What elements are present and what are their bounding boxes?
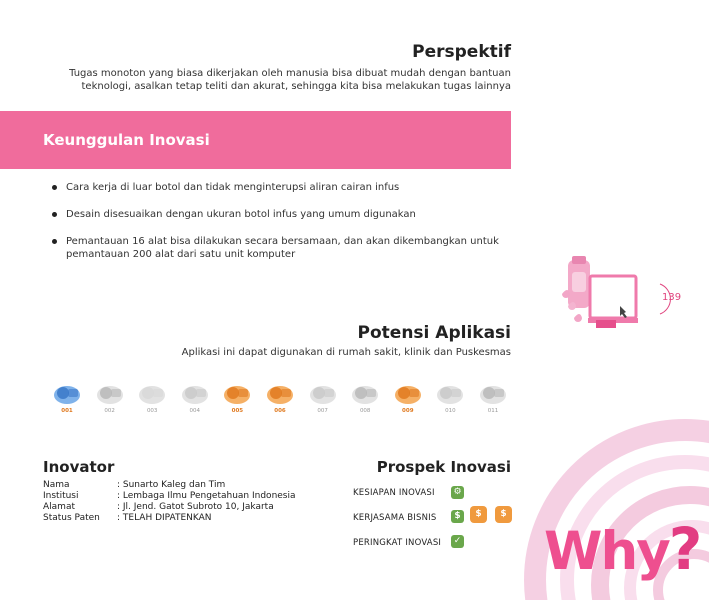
- thumbs-up-icon: ✓: [451, 535, 464, 548]
- bullet-icon: [52, 239, 57, 244]
- perspektif-title: Perspektif: [412, 42, 511, 62]
- potensi-title: Potensi Aplikasi: [357, 323, 511, 343]
- infus-monitor-illustration: [548, 256, 648, 336]
- prospek-title: Prospek Inovasi: [376, 458, 511, 476]
- potensi-text: Aplikasi ini dapat digunakan di rumah sakit, klinik dan Puskesmas: [181, 347, 511, 358]
- cloud-icon: [433, 381, 467, 407]
- application-icon-item: [429, 381, 471, 415]
- application-icon-item: [216, 381, 258, 415]
- application-icon-number: 003: [146, 408, 158, 414]
- handshake-icon: [391, 381, 425, 407]
- prospek-peringkat-label: PERINGKAT INOVASI: [353, 538, 442, 548]
- people-icon: [476, 381, 510, 407]
- page-number: 139: [662, 292, 682, 303]
- inovator-key: Status Paten: [43, 513, 100, 523]
- inovator-value: : Jl. Jend. Gatot Subroto 10, Jakarta: [117, 502, 274, 512]
- application-icon-number: 004: [189, 408, 201, 414]
- application-icon-number: 006: [274, 408, 286, 414]
- money-bag-icon: $: [451, 510, 464, 523]
- application-icon-item: [302, 381, 344, 415]
- list-item-text: Cara kerja di luar botol dan tidak menginterupsi aliran cairan infus: [66, 182, 400, 193]
- application-icon-number: 002: [104, 408, 115, 414]
- inovator-row-alamat: [43, 502, 274, 512]
- plant-icon: [348, 381, 382, 407]
- application-icon-number: 009: [402, 408, 414, 414]
- car-icon: [93, 381, 127, 407]
- application-icon-number: 007: [317, 408, 328, 414]
- application-icon-item: [46, 381, 88, 415]
- application-icon-item: [131, 381, 173, 415]
- inovator-value: : Lembaga Ilmu Pengetahuan Indonesia: [117, 491, 296, 501]
- list-item: [52, 208, 522, 221]
- prospek-kesiapan-label: KESIAPAN INOVASI: [353, 488, 435, 498]
- satellite-dish-icon: [50, 381, 84, 407]
- inovator-value: : Sunarto Kaleg dan Tim: [117, 480, 226, 490]
- application-icon-item: [174, 381, 216, 415]
- perspektif-text: Tugas monoton yang biasa dikerjakan oleh manusia bisa dibuat mudah dengan bantuan teknologi, asalkan tetap teliti dan akurat, sehingga kita bisa melakukan tugas lainnya: [69, 68, 511, 92]
- application-icon-item: [259, 381, 301, 415]
- inovator-key: Institusi: [43, 491, 79, 501]
- inovator-row-status: [43, 513, 212, 523]
- question-mark: ?: [668, 515, 701, 583]
- list-item: [52, 181, 522, 194]
- application-icon-number: 005: [231, 408, 244, 414]
- money-bag-icon: $: [470, 506, 487, 523]
- why-text: Why: [544, 521, 669, 582]
- inovator-row-nama: [43, 480, 225, 490]
- list-item: [52, 235, 522, 261]
- truck-icon: [306, 381, 340, 407]
- application-icon-number: 008: [359, 408, 371, 414]
- bullet-icon: [52, 212, 57, 217]
- inovator-row-institusi: [43, 491, 296, 501]
- application-icon-number: 001: [61, 408, 73, 414]
- inovator-title: Inovator: [43, 458, 115, 476]
- money-bag-icon: $: [495, 506, 512, 523]
- keunggulan-list: [52, 181, 522, 275]
- gear-icon: ⚙: [451, 486, 464, 499]
- inovator-key: Alamat: [43, 502, 75, 512]
- factory-icon: [135, 381, 169, 407]
- application-icon-number: 010: [445, 408, 456, 414]
- prospek-kerjasama-label: KERJASAMA BISNIS: [353, 513, 437, 523]
- inovator-value: : TELAH DIPATENKAN: [117, 513, 212, 523]
- why-logo: [544, 515, 701, 583]
- rocket-icon: [178, 381, 212, 407]
- application-icon-number: 011: [487, 408, 499, 414]
- list-item-text: Pemantauan 16 alat bisa dilakukan secara bersamaan, dan akan dikembangkan untuk pemantauan 200 alat dari satu unit komputer: [66, 236, 499, 260]
- magnifier-icon: [263, 381, 297, 407]
- bullet-icon: [52, 185, 57, 190]
- keunggulan-title: Keunggulan Inovasi: [43, 131, 210, 149]
- inovator-key: Nama: [43, 480, 70, 490]
- application-icon-item: [89, 381, 131, 415]
- application-icon-item: [387, 381, 429, 415]
- list-item-text: Desain disesuaikan dengan ukuran botol infus yang umum digunakan: [66, 209, 416, 220]
- application-icon-item: [344, 381, 386, 415]
- application-icon-item: [472, 381, 514, 415]
- chart-icon: [220, 381, 254, 407]
